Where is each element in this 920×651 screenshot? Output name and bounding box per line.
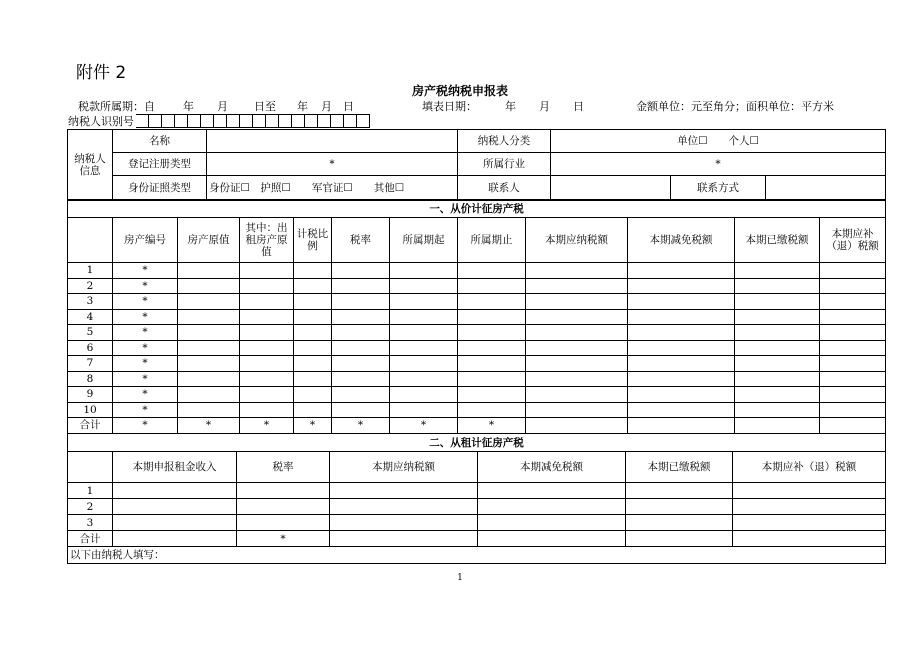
table-cell[interactable]	[735, 418, 820, 434]
table-cell[interactable]	[526, 263, 628, 279]
row-number-header	[68, 218, 113, 263]
taxpayer-id-box[interactable]	[149, 114, 162, 128]
table-cell[interactable]	[294, 387, 332, 403]
table-cell[interactable]	[628, 356, 735, 372]
table-cell[interactable]	[294, 294, 332, 310]
taxpayer-id-box[interactable]	[201, 114, 214, 128]
value-based-tax-table	[67, 200, 886, 434]
table-cell[interactable]	[458, 263, 526, 279]
taxpayer-id-box[interactable]	[188, 114, 201, 128]
column-header: 本期应补（退）税额	[820, 218, 886, 263]
table-cell[interactable]	[178, 371, 240, 387]
row-number: 4	[68, 309, 113, 325]
registration-type-label: 登记注册类型	[113, 153, 207, 176]
column-header: 税率	[332, 218, 390, 263]
column-header: 本期应纳税额	[526, 218, 628, 263]
table-cell[interactable]	[178, 278, 240, 294]
table-row	[68, 309, 886, 325]
table-cell[interactable]	[628, 294, 735, 310]
table-cell[interactable]	[458, 371, 526, 387]
table-row	[68, 371, 886, 387]
table-cell[interactable]	[626, 483, 733, 499]
period-to-year: 年	[297, 100, 308, 113]
table-cell[interactable]	[733, 531, 886, 547]
total-row	[68, 418, 886, 434]
column-header: 计税比例	[294, 218, 332, 263]
table-cell[interactable]	[178, 309, 240, 325]
table-cell[interactable]	[526, 340, 628, 356]
table-cell[interactable]	[735, 263, 820, 279]
table-cell[interactable]	[390, 387, 458, 403]
table-cell[interactable]	[113, 515, 237, 531]
table-cell[interactable]	[526, 356, 628, 372]
table-cell[interactable]	[332, 309, 390, 325]
table-cell[interactable]	[390, 278, 458, 294]
taxpayer-category-options[interactable]: 单位☐ 个人☐	[551, 130, 886, 153]
taxpayer-id-box[interactable]	[344, 114, 357, 128]
table-cell[interactable]	[294, 340, 332, 356]
table-cell[interactable]	[735, 340, 820, 356]
section1-rows	[68, 263, 886, 434]
row-number: 10	[68, 402, 113, 418]
table-cell[interactable]	[458, 387, 526, 403]
table-cell[interactable]	[332, 356, 390, 372]
table-cell[interactable]	[478, 531, 626, 547]
name-field[interactable]	[207, 130, 458, 153]
total-mark: *	[294, 418, 332, 434]
id-type-options[interactable]: 身份证☐ 护照☐ 军官证☐ 其他☐	[207, 176, 458, 200]
table-cell[interactable]	[626, 515, 733, 531]
table-row	[68, 294, 886, 310]
property-number-cell[interactable]: *	[113, 356, 178, 372]
table-cell[interactable]	[332, 263, 390, 279]
table-row	[68, 356, 886, 372]
table-cell[interactable]	[733, 515, 886, 531]
table-row	[68, 325, 886, 341]
table-cell[interactable]	[820, 294, 886, 310]
table-cell[interactable]	[628, 340, 735, 356]
table-cell[interactable]	[390, 340, 458, 356]
table-cell[interactable]	[237, 515, 330, 531]
table-cell[interactable]	[735, 278, 820, 294]
table-cell[interactable]	[240, 309, 294, 325]
table-row	[68, 387, 886, 403]
taxpayer-id-box[interactable]	[305, 114, 318, 128]
taxpayer-fill-note: 以下由纳税人填写：	[68, 547, 886, 564]
taxpayer-info-group-label: 纳税人信息	[68, 130, 113, 200]
total-mark: *	[390, 418, 458, 434]
taxpayer-id-label: 纳税人识别号	[68, 115, 134, 128]
table-row	[68, 278, 886, 294]
table-cell[interactable]	[240, 325, 294, 341]
property-number-cell[interactable]: *	[113, 325, 178, 341]
table-cell[interactable]	[820, 340, 886, 356]
table-cell[interactable]	[294, 309, 332, 325]
total-mark: *	[240, 418, 294, 434]
property-number-cell[interactable]: *	[113, 371, 178, 387]
taxpayer-id-box[interactable]	[227, 114, 240, 128]
row-number-header	[68, 452, 113, 483]
table-cell[interactable]	[294, 371, 332, 387]
table-cell[interactable]	[628, 309, 735, 325]
property-number-cell[interactable]: *	[113, 309, 178, 325]
contact-method-label: 联系方式	[671, 176, 766, 200]
attachment-label: 附件 2	[76, 63, 127, 83]
table-cell[interactable]	[733, 499, 886, 515]
table-cell[interactable]	[294, 356, 332, 372]
table-cell[interactable]	[628, 263, 735, 279]
column-header: 本期申报租金收入	[113, 452, 237, 483]
taxpayer-id-box[interactable]	[162, 114, 175, 128]
table-cell[interactable]	[113, 483, 237, 499]
row-number: 3	[68, 294, 113, 310]
units-note: 金额单位：元至角分；面积单位：平方米	[636, 100, 834, 113]
table-cell[interactable]	[735, 294, 820, 310]
table-cell[interactable]	[526, 371, 628, 387]
row-number: 1	[68, 483, 113, 499]
table-cell[interactable]	[178, 402, 240, 418]
table-cell[interactable]	[628, 325, 735, 341]
total-mark: *	[237, 531, 330, 547]
page-number: 1	[457, 573, 463, 583]
table-cell[interactable]	[390, 294, 458, 310]
taxpayer-id-box[interactable]	[292, 114, 305, 128]
row-number: 9	[68, 387, 113, 403]
row-number: 6	[68, 340, 113, 356]
tax-period-label: 税款所属期：自	[78, 100, 155, 113]
table-cell[interactable]	[178, 340, 240, 356]
taxpayer-id-box[interactable]	[214, 114, 227, 128]
total-label: 合计	[68, 531, 113, 547]
period-from-year: 年	[183, 100, 194, 113]
taxpayer-id-box[interactable]	[331, 114, 344, 128]
period-from-month: 月	[217, 100, 228, 113]
taxpayer-id-box[interactable]	[279, 114, 292, 128]
taxpayer-id-box[interactable]	[357, 114, 370, 128]
section1-title: 一、从价计征房产税	[68, 201, 886, 218]
table-cell[interactable]	[526, 387, 628, 403]
table-cell[interactable]	[526, 294, 628, 310]
table-cell[interactable]	[526, 278, 628, 294]
table-cell[interactable]	[820, 371, 886, 387]
total-mark: *	[178, 418, 240, 434]
total-mark: *	[113, 418, 178, 434]
table-cell[interactable]	[628, 278, 735, 294]
table-cell[interactable]	[628, 402, 735, 418]
table-cell[interactable]	[735, 387, 820, 403]
table-cell[interactable]	[735, 309, 820, 325]
table-cell[interactable]	[240, 402, 294, 418]
table-cell[interactable]	[458, 325, 526, 341]
table-cell[interactable]	[390, 371, 458, 387]
table-cell[interactable]	[390, 356, 458, 372]
fill-date-day: 日	[573, 100, 584, 113]
rent-based-tax-table	[67, 433, 886, 564]
table-cell[interactable]	[478, 515, 626, 531]
period-to-month: 月	[321, 100, 332, 113]
table-cell[interactable]	[294, 402, 332, 418]
table-cell[interactable]	[240, 371, 294, 387]
table-cell[interactable]	[526, 309, 628, 325]
table-cell[interactable]	[628, 418, 735, 434]
table-row	[68, 515, 886, 531]
table-cell[interactable]	[240, 356, 294, 372]
table-cell[interactable]	[240, 263, 294, 279]
table-cell[interactable]	[735, 402, 820, 418]
fill-date-month: 月	[539, 100, 550, 113]
table-cell[interactable]	[735, 371, 820, 387]
table-cell[interactable]	[458, 309, 526, 325]
column-header: 本期已缴税额	[626, 452, 733, 483]
column-header: 税率	[237, 452, 330, 483]
row-number: 7	[68, 356, 113, 372]
table-cell[interactable]	[113, 499, 237, 515]
table-cell[interactable]	[330, 515, 478, 531]
total-row	[68, 531, 886, 547]
contact-person-label: 联系人	[458, 176, 551, 200]
table-cell[interactable]	[240, 340, 294, 356]
table-cell[interactable]	[330, 531, 478, 547]
table-cell[interactable]	[820, 356, 886, 372]
column-header: 本期应纳税额	[330, 452, 478, 483]
column-header: 所属期起	[390, 218, 458, 263]
table-cell[interactable]	[458, 340, 526, 356]
property-number-cell[interactable]: *	[113, 340, 178, 356]
column-header: 其中：出租房产原值	[240, 218, 294, 263]
period-to-day: 日	[343, 100, 354, 113]
table-cell[interactable]	[735, 325, 820, 341]
table-cell[interactable]	[237, 499, 330, 515]
table-cell[interactable]	[178, 356, 240, 372]
property-number-cell[interactable]: *	[113, 263, 178, 279]
property-number-cell[interactable]: *	[113, 294, 178, 310]
taxpayer-id-box[interactable]	[253, 114, 266, 128]
table-cell[interactable]	[478, 499, 626, 515]
table-cell[interactable]	[626, 499, 733, 515]
table-cell[interactable]	[458, 402, 526, 418]
table-cell[interactable]	[820, 418, 886, 434]
table-cell[interactable]	[390, 309, 458, 325]
form-title: 房产税纳税申报表	[411, 84, 508, 98]
table-row	[68, 340, 886, 356]
table-cell[interactable]	[526, 418, 628, 434]
column-header: 本期减免税额	[628, 218, 735, 263]
row-number: 2	[68, 499, 113, 515]
taxpayer-id-box[interactable]	[318, 114, 331, 128]
table-cell[interactable]	[332, 278, 390, 294]
section2-title: 二、从租计征房产税	[68, 434, 886, 452]
taxpayer-id-row	[68, 113, 370, 129]
table-cell[interactable]	[332, 294, 390, 310]
table-cell[interactable]	[458, 356, 526, 372]
total-mark: *	[458, 418, 526, 434]
table-cell[interactable]	[332, 340, 390, 356]
table-cell[interactable]	[390, 263, 458, 279]
table-cell[interactable]	[294, 263, 332, 279]
table-row	[68, 402, 886, 418]
total-label: 合计	[68, 418, 113, 434]
industry-label: 所属行业	[458, 153, 551, 176]
table-cell[interactable]	[178, 325, 240, 341]
property-number-cell[interactable]: *	[113, 402, 178, 418]
table-cell[interactable]	[526, 325, 628, 341]
taxpayer-id-box[interactable]	[266, 114, 279, 128]
registration-type-field[interactable]: *	[207, 153, 458, 176]
fill-date-year: 年	[505, 100, 516, 113]
taxpayer-id-box[interactable]	[240, 114, 253, 128]
table-cell[interactable]	[240, 278, 294, 294]
name-label: 名称	[113, 130, 207, 153]
table-cell[interactable]	[330, 499, 478, 515]
table-cell[interactable]	[628, 371, 735, 387]
table-cell[interactable]	[733, 483, 886, 499]
table-cell[interactable]	[113, 531, 237, 547]
row-number: 8	[68, 371, 113, 387]
table-cell[interactable]	[820, 309, 886, 325]
table-cell[interactable]	[458, 294, 526, 310]
table-cell[interactable]	[820, 387, 886, 403]
row-number: 1	[68, 263, 113, 279]
row-number: 3	[68, 515, 113, 531]
table-row	[68, 263, 886, 279]
industry-field[interactable]: *	[551, 153, 886, 176]
table-cell[interactable]	[458, 278, 526, 294]
table-cell[interactable]	[332, 371, 390, 387]
taxpayer-id-box[interactable]	[175, 114, 188, 128]
table-row	[68, 499, 886, 515]
table-cell[interactable]	[390, 402, 458, 418]
total-mark: *	[332, 418, 390, 434]
table-cell[interactable]	[237, 483, 330, 499]
table-cell[interactable]	[332, 387, 390, 403]
table-cell[interactable]	[626, 531, 733, 547]
table-cell[interactable]	[820, 402, 886, 418]
property-number-cell[interactable]: *	[113, 387, 178, 403]
table-cell[interactable]	[820, 325, 886, 341]
taxpayer-id-box[interactable]	[136, 114, 149, 128]
table-row	[68, 483, 886, 499]
table-cell[interactable]	[240, 387, 294, 403]
table-cell[interactable]	[178, 387, 240, 403]
table-cell[interactable]	[820, 278, 886, 294]
table-cell[interactable]	[294, 278, 332, 294]
table-cell[interactable]	[628, 387, 735, 403]
row-number: 2	[68, 278, 113, 294]
column-header: 所属期止	[458, 218, 526, 263]
taxpayer-info-table	[67, 129, 886, 200]
table-cell[interactable]	[178, 263, 240, 279]
table-cell[interactable]	[735, 356, 820, 372]
table-cell[interactable]	[390, 325, 458, 341]
table-cell[interactable]	[240, 294, 294, 310]
table-cell[interactable]	[330, 483, 478, 499]
table-cell[interactable]	[178, 294, 240, 310]
taxpayer-category-label: 纳税人分类	[458, 130, 551, 153]
id-type-label: 身份证照类型	[113, 176, 207, 200]
column-header: 本期减免税额	[478, 452, 626, 483]
table-cell[interactable]	[820, 263, 886, 279]
contact-person-field[interactable]	[551, 176, 671, 200]
column-header: 本期已缴税额	[735, 218, 820, 263]
period-from-day-to: 日至	[254, 100, 276, 113]
row-number: 5	[68, 325, 113, 341]
contact-method-field[interactable]	[766, 176, 886, 200]
table-cell[interactable]	[478, 483, 626, 499]
property-number-cell[interactable]: *	[113, 278, 178, 294]
column-header: 房产编号	[113, 218, 178, 263]
table-cell[interactable]	[526, 402, 628, 418]
column-header: 本期应补（退）税额	[733, 452, 886, 483]
table-cell[interactable]	[332, 325, 390, 341]
table-cell[interactable]	[332, 402, 390, 418]
fill-date-label: 填表日期：	[422, 100, 477, 113]
table-cell[interactable]	[294, 325, 332, 341]
column-header: 房产原值	[178, 218, 240, 263]
